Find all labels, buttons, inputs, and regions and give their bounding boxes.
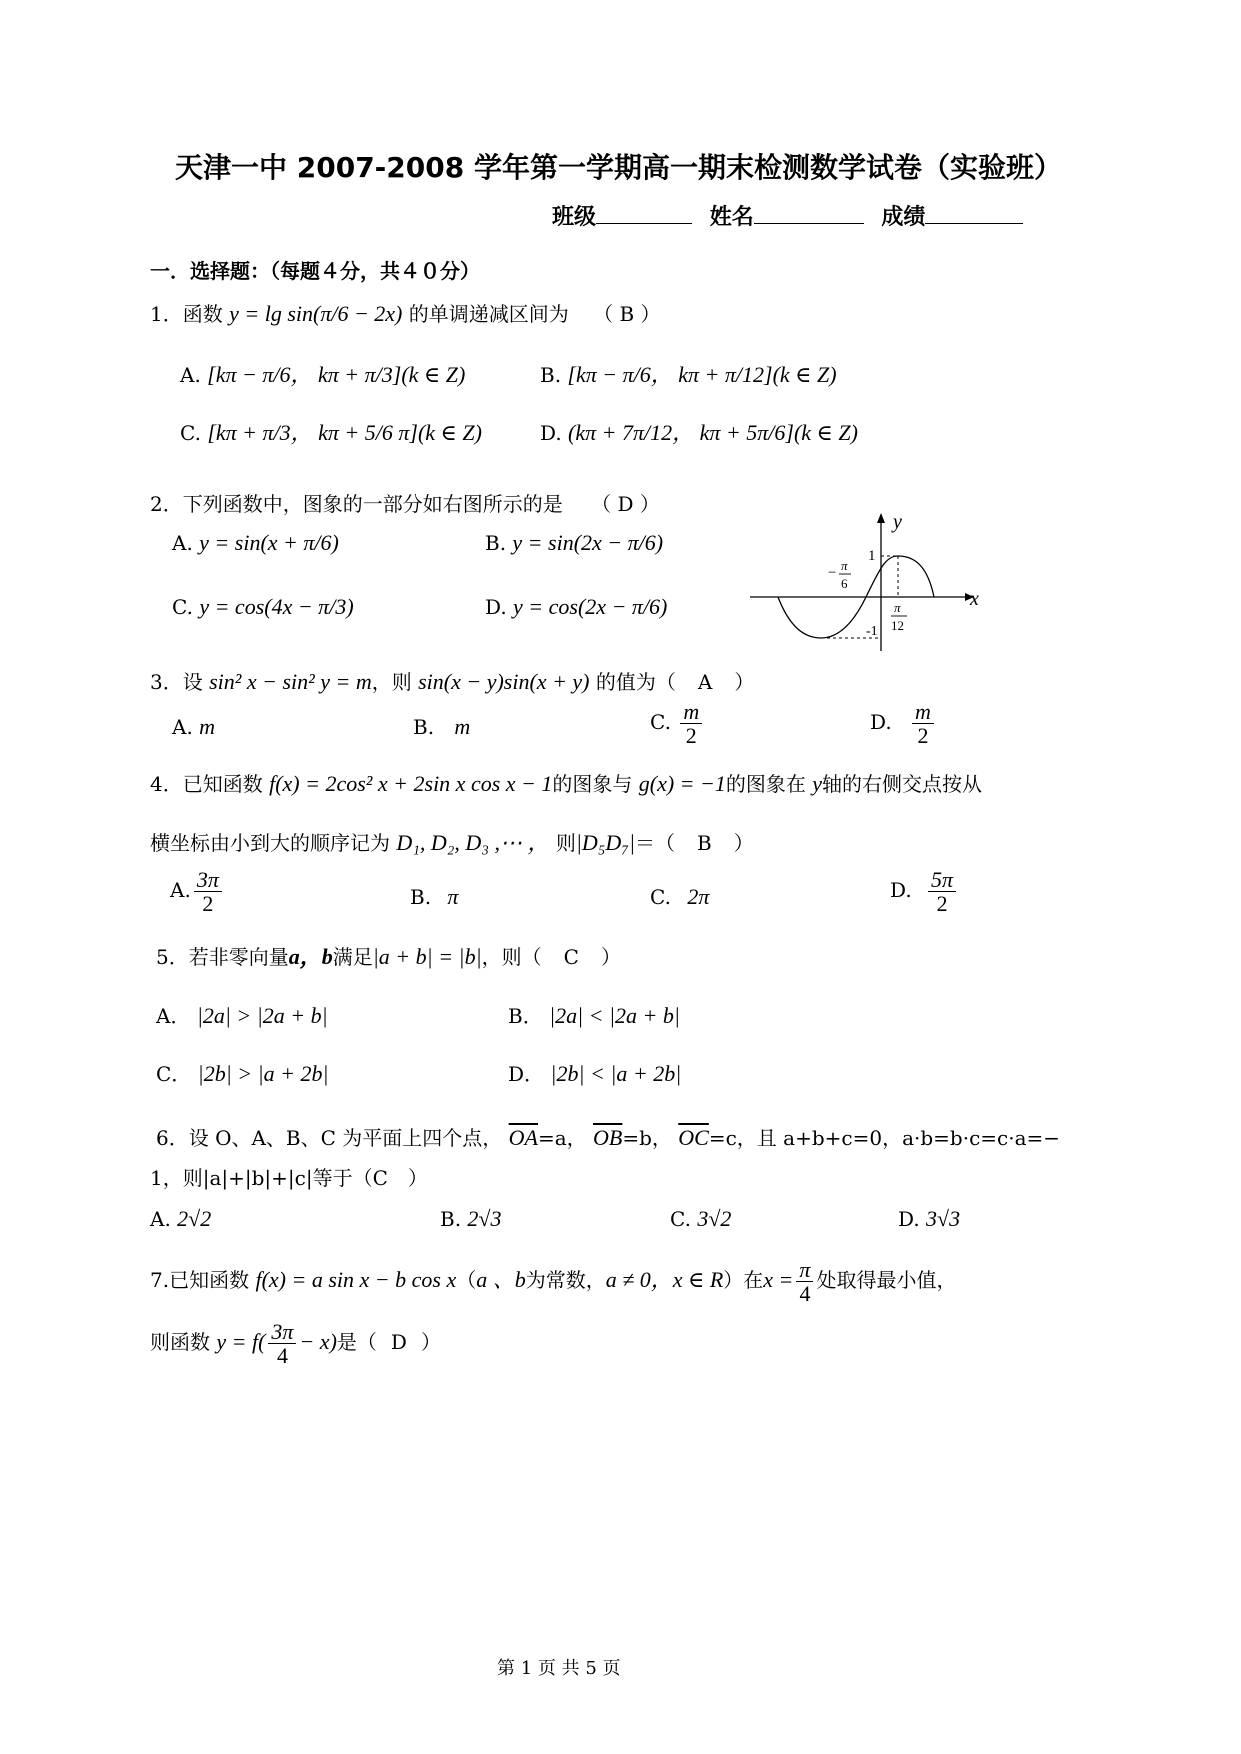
formula: a ≠ 0，x ∈ R bbox=[605, 1267, 724, 1293]
option-formula: y = cos(4x − π/3) bbox=[199, 594, 354, 619]
formula: a 、b bbox=[476, 1267, 526, 1293]
option-label: A. bbox=[150, 1207, 171, 1231]
question-text: 的值为（ bbox=[595, 670, 676, 694]
option-label: C. bbox=[650, 710, 671, 735]
question-text: ，则 bbox=[371, 670, 412, 694]
formula: g(x) = −1 bbox=[638, 771, 726, 796]
option-a bbox=[172, 714, 215, 740]
option-label: C. bbox=[172, 595, 193, 619]
question-text: 则 bbox=[555, 831, 576, 855]
answer-close: ） bbox=[420, 1330, 441, 1355]
question-6-line-2: 1，则|a|+|b|+|c|等于（C ） bbox=[150, 1166, 428, 1190]
formula: |a + b| = |b| bbox=[372, 944, 482, 969]
question-text: ＝（ bbox=[635, 831, 675, 855]
question-text: 则函数 bbox=[150, 1330, 210, 1355]
fraction bbox=[796, 1258, 813, 1305]
fraction bbox=[912, 700, 934, 747]
section-heading: 一．选择题：（每题４分，共４０分） bbox=[150, 259, 480, 283]
question-6-line-1 bbox=[156, 1122, 1060, 1151]
y-axis-arrow-icon bbox=[877, 513, 885, 523]
option-label: A. bbox=[172, 715, 193, 739]
option-formula: 2√2 bbox=[177, 1206, 212, 1231]
option-formula: [kπ − π/6， kπ + π/12](k ∈ Z) bbox=[567, 362, 837, 387]
student-info-line bbox=[552, 200, 1033, 231]
question-4-line-2 bbox=[150, 826, 754, 857]
tick-pi12-num: π bbox=[894, 600, 901, 615]
question-number: 7. bbox=[150, 1268, 170, 1293]
vector-oa: $\overline{OA}$ bbox=[508, 1125, 538, 1150]
question-text: =b， bbox=[622, 1126, 672, 1150]
option-label: D. bbox=[890, 878, 912, 903]
y-axis-label: y bbox=[893, 511, 902, 533]
question-text: 已知函数 bbox=[182, 772, 263, 796]
option-c bbox=[650, 884, 709, 910]
formula: x = bbox=[763, 1267, 794, 1293]
page-number: 第 1 页 共 5 页 bbox=[497, 1658, 621, 1679]
option-formula: [kπ − π/6， kπ + π/3](k ∈ Z) bbox=[207, 362, 466, 387]
option-a bbox=[156, 1000, 328, 1029]
option-formula: |2a| > |2a + b| bbox=[196, 1003, 328, 1028]
name-label: 姓名 bbox=[709, 205, 754, 230]
question-text: 的图象与 bbox=[552, 772, 633, 796]
option-a bbox=[180, 358, 465, 389]
answer: A bbox=[697, 670, 713, 694]
option-c bbox=[670, 1206, 731, 1232]
question-text: 下列函数中，图象的一部分如右图所示的是 bbox=[182, 492, 563, 516]
formula: a，b bbox=[288, 944, 333, 969]
option-d bbox=[898, 1206, 960, 1232]
tick-neg-pi6-num: π bbox=[841, 558, 848, 573]
option-label: B. bbox=[413, 715, 435, 739]
question-text: =a， bbox=[537, 1126, 587, 1150]
option-b bbox=[540, 358, 837, 389]
option-label: D. bbox=[870, 710, 892, 735]
option-d bbox=[870, 700, 937, 747]
option-label: D. bbox=[540, 421, 562, 445]
formula: y bbox=[812, 771, 822, 796]
option-b bbox=[413, 714, 470, 740]
formula: sin² x − sin² y = m bbox=[209, 669, 372, 694]
option-label: A． bbox=[156, 1004, 191, 1028]
answer: B bbox=[697, 831, 712, 855]
numerator: m bbox=[680, 700, 702, 724]
question-number: 6． bbox=[156, 1126, 189, 1150]
option-formula: 3√2 bbox=[697, 1206, 732, 1231]
option-formula: y = sin(x + π/6) bbox=[199, 530, 339, 555]
option-b bbox=[440, 1206, 502, 1232]
option-label: C. bbox=[670, 1207, 691, 1231]
question-7-line-1 bbox=[150, 1258, 956, 1305]
option-formula: |2b| > |a + 2b| bbox=[197, 1061, 329, 1086]
question-text: =c，且 a+b+c=0，a·b=b·c=c·a=− bbox=[708, 1126, 1061, 1150]
denominator: 4 bbox=[276, 1343, 288, 1369]
answer-close: ） bbox=[733, 831, 754, 855]
denominator: 2 bbox=[202, 891, 214, 917]
answer-close: ） bbox=[734, 670, 755, 694]
question-4-line-1 bbox=[150, 768, 982, 797]
option-label: A. bbox=[170, 878, 191, 903]
question-number: 2． bbox=[150, 492, 183, 516]
fraction bbox=[680, 700, 702, 747]
question-number: 4． bbox=[150, 772, 183, 796]
denominator: 2 bbox=[936, 891, 948, 917]
option-formula: 2π bbox=[687, 884, 710, 909]
option-c bbox=[156, 1058, 329, 1087]
option-label: C． bbox=[156, 1062, 192, 1086]
fraction bbox=[928, 868, 956, 915]
question-1 bbox=[150, 298, 661, 327]
answer: C bbox=[563, 945, 579, 969]
numerator: π bbox=[796, 1258, 813, 1282]
question-text: 横坐标由小到大的顺序记为 bbox=[150, 831, 390, 855]
answer-close: ） bbox=[600, 945, 621, 969]
option-label: B. bbox=[540, 363, 562, 387]
question-text: 函数 bbox=[182, 302, 223, 326]
option-label: A. bbox=[172, 531, 193, 555]
question-number: 1． bbox=[150, 302, 183, 326]
vector-oc: $\overline{OC}$ bbox=[678, 1125, 709, 1150]
option-formula: |2b| < |a + 2b| bbox=[550, 1061, 682, 1086]
name-blank bbox=[754, 203, 864, 224]
question-text: 是（ bbox=[336, 1330, 377, 1355]
formula: − x) bbox=[299, 1329, 337, 1355]
option-formula: |2a| < |2a + b| bbox=[549, 1003, 680, 1028]
answer: D bbox=[390, 1330, 407, 1355]
denominator: 4 bbox=[799, 1281, 811, 1307]
question-number: 3． bbox=[150, 670, 183, 694]
tick-pi12-den: 12 bbox=[891, 618, 904, 633]
question-text: ，则（ bbox=[481, 945, 542, 969]
option-a bbox=[150, 1206, 211, 1232]
answer: （ B ） bbox=[593, 302, 661, 326]
question-text: 的图象在 bbox=[725, 772, 806, 796]
option-formula: 2√3 bbox=[467, 1206, 502, 1231]
question-text: 处取得最小值， bbox=[816, 1268, 957, 1293]
option-label: B. bbox=[440, 1207, 462, 1231]
option-b bbox=[410, 884, 458, 910]
question-text: 轴的右侧交点按从 bbox=[821, 772, 982, 796]
option-label: D． bbox=[508, 1062, 545, 1086]
formula: y = f( bbox=[216, 1329, 266, 1355]
class-blank bbox=[596, 203, 692, 224]
option-label: C. bbox=[650, 885, 671, 909]
option-a bbox=[170, 868, 225, 915]
fraction bbox=[268, 1320, 296, 1367]
option-formula: 3√3 bbox=[926, 1206, 961, 1231]
option-label: D. bbox=[485, 595, 507, 619]
option-formula: m bbox=[454, 714, 471, 739]
question-text: 设 O、A、B、C 为平面上四个点， bbox=[188, 1126, 503, 1150]
option-formula: (kπ + 7π/12， kπ + 5π/6](k ∈ Z) bbox=[568, 420, 858, 445]
numerator: 3π bbox=[268, 1320, 296, 1344]
score-label: 成绩 bbox=[881, 205, 926, 230]
option-c bbox=[180, 416, 482, 447]
option-formula: [kπ + π/3， kπ + 5/6 π](k ∈ Z) bbox=[207, 420, 482, 445]
option-label: B． bbox=[508, 1004, 543, 1028]
question-2 bbox=[150, 488, 660, 517]
option-d bbox=[485, 594, 667, 620]
page-title: 天津一中 2007-2008 学年第一学期高一期末检测数学试卷（实验班） bbox=[175, 151, 1062, 184]
option-formula: y = cos(2x − π/6) bbox=[513, 594, 668, 619]
question-text: ）在 bbox=[723, 1268, 764, 1293]
formula: f(x) = 2cos² x + 2sin x cos x − 1 bbox=[269, 771, 553, 796]
question-text: 设 bbox=[182, 670, 203, 694]
numerator: m bbox=[912, 700, 934, 724]
question-5 bbox=[156, 940, 621, 971]
option-formula: m bbox=[199, 714, 216, 739]
option-b bbox=[508, 1000, 680, 1029]
formula: y = lg sin(π/6 − 2x) bbox=[229, 301, 403, 326]
option-c bbox=[172, 594, 354, 620]
numerator: 3π bbox=[194, 868, 222, 892]
question-7-line-2 bbox=[150, 1320, 441, 1367]
x-axis-label: x bbox=[970, 588, 979, 610]
formula: D₁, D₂, D₃ ,⋯ ， bbox=[396, 830, 550, 855]
formula: |D₅D₇| bbox=[575, 830, 635, 855]
numerator: 5π bbox=[928, 868, 956, 892]
tick-neg-pi6-sign: − bbox=[828, 565, 837, 581]
option-formula: π bbox=[447, 884, 459, 909]
option-b bbox=[485, 530, 663, 556]
option-label: B. bbox=[485, 531, 507, 555]
option-label: A. bbox=[180, 363, 201, 387]
formula: f(x) = a sin x − b cos x bbox=[255, 1267, 457, 1293]
tick-one: 1 bbox=[868, 548, 876, 564]
option-d bbox=[890, 868, 959, 915]
sine-graph bbox=[750, 508, 990, 653]
vector-ob: $\overline{OB}$ bbox=[593, 1125, 623, 1150]
option-a bbox=[172, 530, 339, 556]
question-text: 的单调递减区间为 bbox=[408, 302, 569, 326]
option-formula: y = sin(2x − π/6) bbox=[512, 530, 664, 555]
question-text: 若非零向量 bbox=[188, 945, 289, 969]
question-text: 满足 bbox=[332, 945, 373, 969]
question-3 bbox=[150, 666, 754, 695]
question-text: 已知函数 bbox=[169, 1268, 250, 1293]
option-d bbox=[508, 1058, 681, 1087]
option-label: B. bbox=[410, 885, 432, 909]
option-label: C. bbox=[180, 421, 201, 445]
option-d bbox=[540, 416, 858, 447]
tick-neg-one: -1 bbox=[866, 624, 878, 639]
option-label: D. bbox=[898, 1207, 920, 1231]
option-c bbox=[650, 700, 705, 747]
fraction bbox=[194, 868, 222, 915]
question-text: （ bbox=[456, 1268, 477, 1293]
denominator: 2 bbox=[917, 723, 929, 749]
answer: （ D ） bbox=[591, 492, 660, 516]
tick-neg-pi6-den: 6 bbox=[841, 576, 848, 591]
class-label: 班级 bbox=[552, 205, 597, 230]
denominator: 2 bbox=[685, 723, 697, 749]
formula: sin(x − y)sin(x + y) bbox=[418, 669, 590, 694]
question-number: 5． bbox=[156, 945, 189, 969]
score-blank bbox=[925, 203, 1023, 224]
question-text: 为常数， bbox=[525, 1268, 606, 1293]
